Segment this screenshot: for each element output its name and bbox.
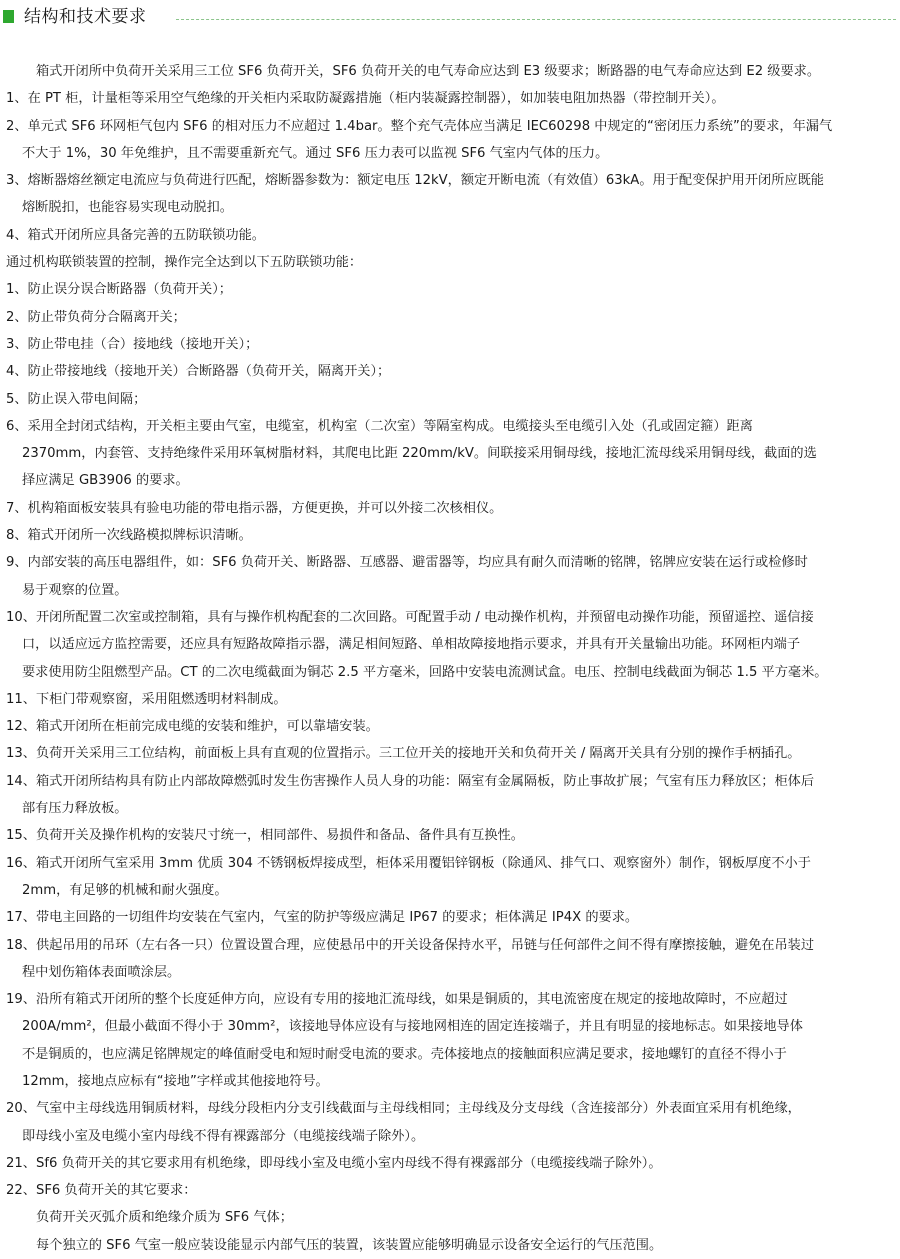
text-line: 6、采用全封闭式结构，开关柜主要由气室，电缆室，机构室（二次室）等隔室构成。电缆接头至电缆引入处（孔或固定箍）距离 bbox=[6, 418, 753, 434]
dashed-divider bbox=[176, 19, 896, 20]
text-line: 9、内部安装的高压电器组件，如：SF6 负荷开关、断路器、互感器、避雷器等，均应具有耐久而清晰的铭牌，铭牌应安装在运行或检修时 bbox=[6, 555, 808, 571]
section-title: 结构和技术要求 bbox=[24, 7, 147, 27]
text-line: 程中划伤箱体表面喷涂层。 bbox=[22, 964, 181, 980]
text-line: 4、箱式开闭所应具备完善的五防联锁功能。 bbox=[6, 227, 265, 243]
text-line: 8、箱式开闭所一次线路模拟牌标识清晰。 bbox=[6, 528, 252, 544]
text-line: 22、SF6 负荷开关的其它要求： bbox=[6, 1183, 197, 1199]
text-line: 负荷开关灭弧介质和绝缘介质为 SF6 气体； bbox=[36, 1210, 293, 1226]
text-line: 17、带电主回路的一切组件均安装在气室内，气室的防护等级应满足 IP67 的要求；柜体满足 IP4X 的要求。 bbox=[6, 910, 639, 926]
text-line: 易于观察的位置。 bbox=[22, 582, 128, 598]
text-line: 18、供起吊用的吊环（左右各一只）位置设置合理，应使悬吊中的开关设备保持水平，吊链与任何部件之间不得有摩擦接触，避免在吊装过 bbox=[6, 937, 815, 953]
text-line: 19、沿所有箱式开闭所的整个长度延伸方向，应设有专用的接地汇流母线，如果是铜质的，其电流密度在规定的接地故障时，不应超过 bbox=[6, 992, 788, 1008]
text-line: 20、气室中主母线选用铜质材料，母线分段柜内分支引线截面与主母线相同；主母线及分支母线（含连接部分）外表面宜采用有机绝缘， bbox=[6, 1101, 801, 1117]
text-line: 5、防止误入带电间隔； bbox=[6, 391, 147, 407]
text-line: 7、机构箱面板安装具有验电功能的带电指示器，方便更换，并可以外接二次核相仪。 bbox=[6, 500, 503, 516]
text-line: 4、防止带接地线（接地开关）合断路器（负荷开关，隔离开关）； bbox=[6, 364, 391, 380]
text-line: 口，以适应远方监控需要，还应具有短路故障指示器，满足相间短路、单相故障接地指示要求，并具有开关量输出功能。环网柜内端子 bbox=[22, 637, 801, 653]
section-header bbox=[0, 0, 900, 38]
text-line: 15、负荷开关及操作机构的安装尺寸统一，相同部件、易损件和备品、备件具有互换性。 bbox=[6, 828, 524, 844]
text-line: 14、箱式开闭所结构具有防止内部故障燃弧时发生伤害操作人员人身的功能：隔室有金属隔板，防止事故扩展；气室有压力释放区；柜体后 bbox=[6, 773, 815, 789]
text-line: 部有压力释放板。 bbox=[22, 801, 128, 817]
text-line: 16、箱式开闭所气室采用 3mm 优质 304 不锈钢板焊接成型，柜体采用覆铝锌钢板（除通风、排气口、观察窗外）制作，钢板厚度不小于 bbox=[6, 855, 811, 871]
text-line: 13、负荷开关采用三工位结构，前面板上具有直观的位置指示。三工位开关的接地开关和负荷开关 / 隔离开关具有分别的操作手柄插孔。 bbox=[6, 746, 801, 762]
text-line: 10、开闭所配置二次室或控制箱，具有与操作机构配套的二次回路。可配置手动 / 电动操作机构，并预留电动操作功能，预留遥控、遥信接 bbox=[6, 609, 814, 625]
text-line: 要求使用防尘阻燃型产品。CT 的二次电缆截面为铜芯 2.5 平方毫米，回路中安装电流测试盒。电压、控制电线截面为铜芯 1.5 平方毫米。 bbox=[22, 664, 828, 680]
text-line: 熔断脱扣，也能容易实现电动脱扣。 bbox=[22, 200, 233, 216]
text-line: 每个独立的 SF6 气室一般应装设能显示内部气压的装置，该装置应能够明确显示设备安全运行的气压范围。 bbox=[36, 1237, 663, 1253]
text-line: 箱式开闭所中负荷开关采用三工位 SF6 负荷开关，SF6 负荷开关的电气寿命应达到 E3 级要求；断路器的电气寿命应达到 E2 级要求。 bbox=[36, 64, 821, 79]
text-line: 即母线小室及电缆小室内母线不得有裸露部分（电缆接线端子除外）。 bbox=[22, 1128, 425, 1144]
text-line: 2、防止带负荷分合隔离开关； bbox=[6, 309, 186, 325]
text-line: 1、防止误分误合断路器（负荷开关）； bbox=[6, 282, 232, 298]
text-line: 择应满足 GB3906 的要求。 bbox=[22, 473, 189, 489]
text-line: 2370mm，内套管、支持绝缘件采用环氧树脂材料，其爬电比距 220mm/kV。间联接采用铜母线，接地汇流母线采用铜母线，截面的选 bbox=[22, 446, 817, 462]
text-line: 2、单元式 SF6 环网柜气包内 SF6 的相对压力不应超过 1.4bar。整个充气壳体应当满足 IEC60298 中规定的“密闭压力系统”的要求，年漏气 bbox=[6, 118, 833, 134]
text-line: 通过机构联锁装置的控制，操作完全达到以下五防联锁功能： bbox=[6, 255, 363, 271]
text-line: 21、Sf6 负荷开关的其它要求用有机绝缘，即母线小室及电缆小室内母线不得有裸露部分（电缆接线端子除外）。 bbox=[6, 1155, 662, 1171]
text-line: 12、箱式开闭所在柜前完成电缆的安装和维护，可以靠墙安装。 bbox=[6, 719, 379, 735]
text-line: 12mm，接地点应标有“接地”字样或其他接地符号。 bbox=[22, 1073, 329, 1089]
text-line: 2mm，有足够的机械和耐火强度。 bbox=[22, 882, 228, 898]
text-line: 3、防止带电挂（合）接地线（接地开关）； bbox=[6, 336, 259, 352]
text-line: 11、下柜门带观察窗，采用阻燃透明材料制成。 bbox=[6, 691, 287, 707]
requirements-text bbox=[0, 58, 900, 1259]
text-line: 不大于 1%，30 年免维护，且不需要重新充气。通过 SF6 压力表可以监视 SF6 气室内气体的压力。 bbox=[22, 145, 609, 161]
text-line: 200A/mm²，但最小截面不得小于 30mm²，该接地导体应设有与接地网相连的固定连接端子，并且有明显的接地标志。如果接地导体 bbox=[22, 1019, 803, 1035]
text-line: 1、在 PT 柜，计量柜等采用空气绝缘的开关柜内采取防凝露措施（柜内装凝露控制器），如加装电阻加热器（带控制开关）。 bbox=[6, 91, 725, 107]
green-square-icon bbox=[3, 10, 14, 23]
text-line: 不是铜质的，也应满足铭牌规定的峰值耐受电和短时耐受电流的要求。壳体接地点的接触面积应满足要求，接地螺钉的直径不得小于 bbox=[22, 1046, 787, 1062]
text-line: 3、熔断器熔丝额定电流应与负荷进行匹配，熔断器参数为：额定电压 12kV，额定开断电流（有效值）63kA。用于配变保护用开闭所应既能 bbox=[6, 173, 824, 189]
